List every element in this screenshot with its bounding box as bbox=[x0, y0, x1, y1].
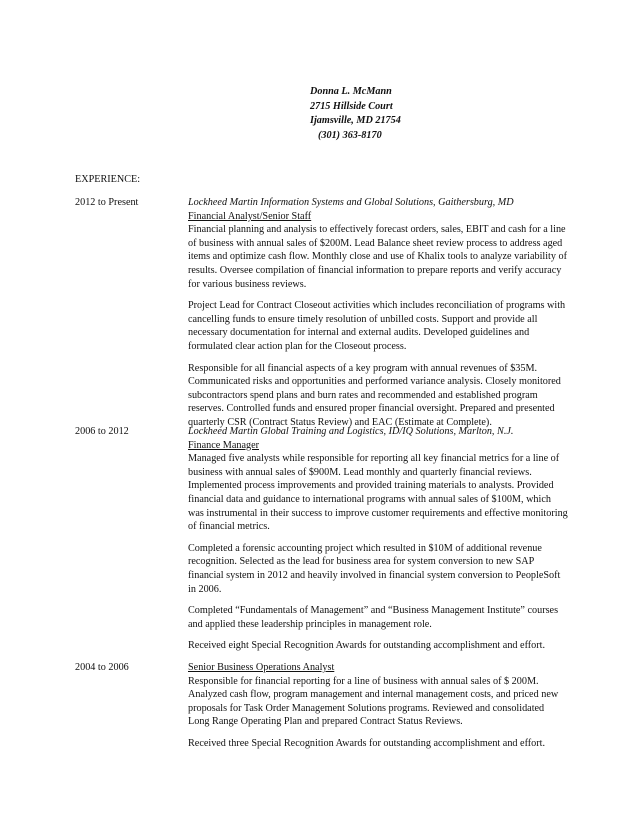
contact-name: Donna L. McMann bbox=[310, 86, 392, 97]
entry-paragraph: Responsible for all financial aspects of a key program with annual revenues of $35M. Communicated risks and opportunities and performed variance analysis. Closely monitored subcontractors spend plans and burn rates and recommended and established program reserves. Controlled funds and ensured proper financial oversight. Prepared and presented quarterly CSR (Contract Status Review) and EAC (Estimate at Complete). bbox=[188, 362, 561, 428]
entry-employer: Lockheed Martin Global Training and Logistics, ID/IQ Solutions, Marlton, N.J. bbox=[188, 426, 514, 437]
entry-paragraph: Completed a forensic accounting project which resulted in $10M of additional revenue recognition. Selected as the lead for business area for system conversion to new SAP financial system in 2012 and heavily involved in financial system conversion to PeopleSoft in 2006. bbox=[188, 542, 561, 595]
entry-job-title: Financial Analyst/Senior Staff bbox=[188, 210, 312, 222]
contact-phone: (301) 363-8170 bbox=[318, 129, 382, 141]
entry-date: 2012 to Present bbox=[75, 197, 139, 208]
entry-job-title: Finance Manager bbox=[188, 439, 259, 451]
contact-address-line1: 2715 Hillside Court bbox=[310, 100, 393, 112]
entry-body bbox=[188, 196, 568, 438]
entry-paragraph: Received eight Special Recognition Awards for outstanding accomplishment and effort. bbox=[188, 640, 546, 652]
entry-paragraph: Project Lead for Contract Closeout activities which includes reconciliation of programs with cancelling funds to ensure timely resolution of unbilled costs. Support and provide all necessary documentation for internal and external audits. Developed guidelines and formulated clear action plan for the Closeout process. bbox=[188, 300, 566, 352]
experience-heading: EXPERIENCE: bbox=[75, 174, 141, 185]
contact-address-line2: Ijamsville, MD 21754 bbox=[310, 115, 401, 126]
entry-body bbox=[188, 661, 568, 759]
entry-date: 2004 to 2006 bbox=[75, 662, 129, 673]
entry-paragraph: Received three Special Recognition Awards for outstanding accomplishment and effort. bbox=[188, 737, 546, 749]
entry-paragraph: Responsible for financial reporting for a line of business with annual sales of $ 200M. Analyzed cash flow, program management and internal management costs, and priced new proposals for Task Order Management Solutions programs. Reviewed and consolidated Long Range Operating Plan and prepared Contract Status Reviews. bbox=[188, 675, 559, 728]
entry-paragraph: Financial planning and analysis to effectively forecast orders, sales, EBIT and cash for a line of business with annual sales of $200M. Lead Balance sheet review process to address aged items and optimize cash flow. Monthly close and use of Khalix tools to analyze variability of results. Oversee compilation of financial information to prepare reports and verify accuracy for various business reviews. bbox=[188, 224, 568, 290]
contact-block bbox=[310, 85, 401, 143]
entry-body bbox=[188, 425, 568, 661]
entry-paragraph: Completed “Fundamentals of Management” and “Business Management Institute” courses and applied these leadership principles in management role. bbox=[188, 605, 559, 630]
entry-date: 2006 to 2012 bbox=[75, 426, 129, 437]
entry-job-title: Senior Business Operations Analyst bbox=[188, 662, 335, 673]
entry-employer: Lockheed Martin Information Systems and Global Solutions, Gaithersburg, MD bbox=[188, 197, 514, 208]
entry-paragraph: Managed five analysts while responsible for reporting all key financial metrics for a line of business with annual sales of $900M. Lead monthly and quarterly financial reviews. Implemented process improvements and provided training materials to analysts. Provided financial data and guidance to international programs with annual sales of $100M, which was instrumental in their success to improve customer requirements and effective monitoring of financial metrics. bbox=[188, 453, 568, 533]
